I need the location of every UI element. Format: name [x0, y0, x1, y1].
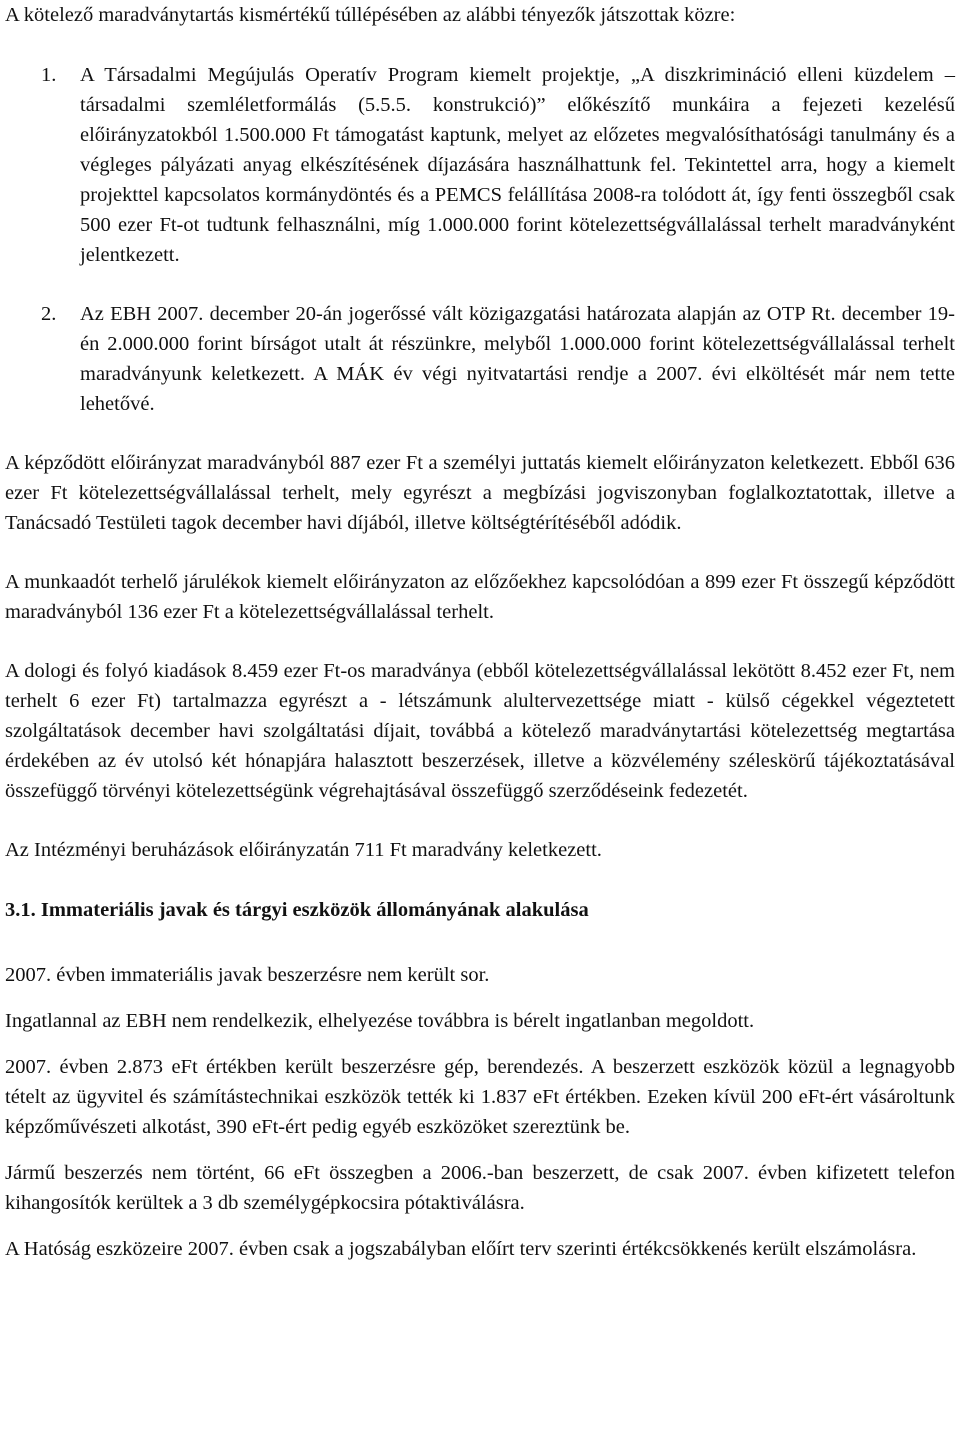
intro-paragraph: A kötelező maradványtartás kismértékű túllépésében az alábbi tényezők játszottak közre: [5, 4, 736, 26]
list-item-number: 2. [41, 303, 57, 325]
paragraph-material-expenses: A dologi és folyó kiadások 8.459 ezer Ft-os maradványa (ebből kötelezettségvállalással lekötött 8.452 ezer Ft, nem terhelt 6 ezer Ft) tartalmazza egyrészt a - létszámunk alultervezettsége miatt - külső cégekkel végeztetett szolgáltatások december havi szolgáltatási díjait, továbbá a kötelező maradványtartási kötelezettség megtartása érdekében az év utolsó két hónapjára halasztott beszerzések, illetve a közvélemény széleskörű tájékoztatásával összefüggő törvényi kötelezettségünk végrehajtásával összefüggő szerződéseink fedezetét. [5, 660, 955, 802]
section-paragraph: 2007. évben 2.873 eFt értékben került beszerzésre gép, berendezés. A beszerzett eszközök közül a legnagyobb tételt az ügyvitel és számítástechnikai eszközök tették ki 1.837 eFt értékben. Ezeken kívül 200 eFt-ért vásároltunk képzőművészeti alkotást, 390 eFt-ért pedig egyéb eszközöket szereztünk be. [5, 1056, 955, 1138]
section-heading: 3.1. Immateriális javak és tárgyi eszközök állományának alakulása [5, 899, 589, 921]
list-item-text: A Társadalmi Megújulás Operatív Program kiemelt projektje, „A diszkrimináció elleni küzdelem – társadalmi szemléletformálás (5.5.5. konstrukció)” előkészítő munkáira a fejezeti kezelésű előirányzatokból 1.500.000 Ft támogatást kaptunk, melyet az előzetes megvalósíthatósági tanulmány és a végleges pályázati anyag elkészítésének díjazására használhattunk fel. Tekintettel arra, hogy a kiemelt projekttel kapcsolatos kormánydöntés és a PEMCS felállítása 2008-ra tolódott át, így fenti összegből csak 500 ezer Ft-ot tudtunk felhasználni, míg 1.000.000 forint kötelezettségvállalással terhelt maradványként jelentkezett. [80, 64, 955, 266]
paragraph-personnel: A képződött előirányzat maradványból 887 ezer Ft a személyi juttatás kiemelt előirányzaton keletkezett. Ebből 636 ezer Ft kötelezettségvállalással terhelt, mely egyrészt a megbízási jogviszonyban foglalkoztatottak, illetve a Tanácsadó Testületi tagok december havi díjából, illetve költségtérítéséből adódik. [5, 452, 955, 534]
list-item-number: 1. [41, 64, 57, 86]
paragraph-contributions: A munkaadót terhelő járulékok kiemelt előirányzaton az előzőekhez kapcsolódóan a 899 ezer Ft összegű képződött maradványból 136 ezer Ft a kötelezettségvállalással terhelt. [5, 571, 955, 623]
section-paragraph: 2007. évben immateriális javak beszerzésre nem került sor. [5, 964, 490, 986]
list-item [5, 299, 955, 419]
paragraph-investments: Az Intézményi beruházások előirányzatán 711 Ft maradvány keletkezett. [5, 839, 602, 861]
list-item [5, 60, 955, 270]
document-page [5, 0, 955, 1264]
section-paragraph: A Hatóság eszközeire 2007. évben csak a jogszabályban előírt terv szerinti értékcsökkenés került elszámolásra. [5, 1238, 917, 1260]
numbered-list [5, 60, 955, 419]
section-paragraph: Jármű beszerzés nem történt, 66 eFt összegben a 2006.-ban beszerzett, de csak 2007. évben kifizetett telefon kihangosítók kerültek a 3 db személygépkocsira pótaktiválásra. [5, 1162, 955, 1214]
list-item-text: Az EBH 2007. december 20-án jogerőssé vált közigazgatási határozata alapján az OTP Rt. december 19-én 2.000.000 forint bírságot utalt át részünkre, melyből 1.000.000 forint kötelezettségvállalással terhelt maradványunk keletkezett. A MÁK év végi nyitvatartási rendje a 2007. évi elköltését már nem tette lehetővé. [80, 303, 955, 415]
section-paragraph: Ingatlannal az EBH nem rendelkezik, elhelyezése továbbra is bérelt ingatlanban megoldott. [5, 1010, 755, 1032]
